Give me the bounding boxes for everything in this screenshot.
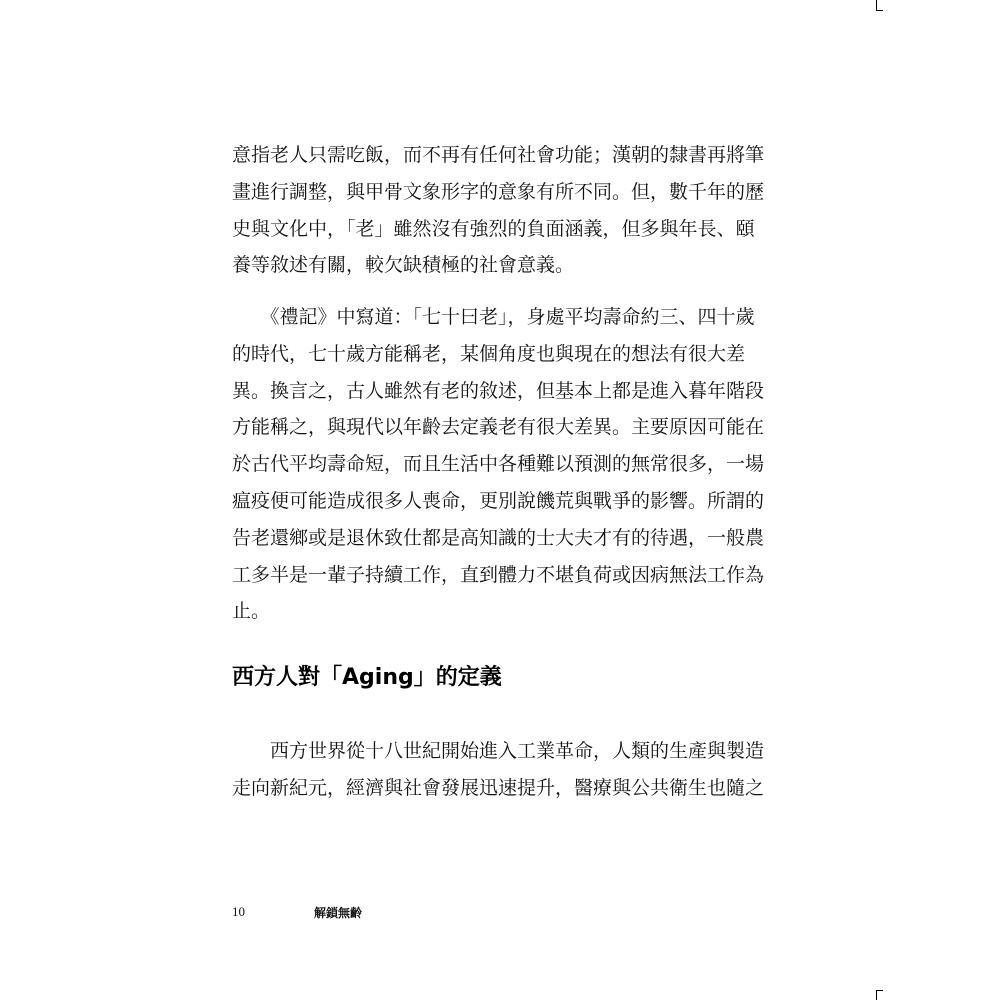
section-heading: 西方人對「Aging」的定義 [232,665,502,690]
crop-mark-bottom [876,990,883,1000]
paragraph-1 [232,137,765,284]
paragraph-line: 於古代平均壽命短，而且生活中各種難以預測的無常很多，一場 [232,453,765,476]
paragraph-line: 止。 [232,600,271,623]
paragraph-line: 方能稱之，與現代以年齡去定義老有很大差異。主要原因可能在 [232,416,765,439]
paragraph-line: 養等敘述有關，較欠缺積極的社會意義。 [232,254,575,277]
paragraph-line: 異。換言之，古人雖然有老的敘述，但基本上都是進入暮年階段 [232,379,765,402]
paragraph-line: 瘟疫便可能造成很多人喪命，更別說饑荒與戰爭的影響。所謂的 [232,489,765,512]
paragraph-3 [232,733,765,807]
paragraph-line: 告老還鄉或是退休致仕都是高知識的士大夫才有的待遇，一般農 [232,526,765,549]
paragraph-line: 西方世界從十八世紀開始進入工業革命，人類的生產與製造 [232,740,765,762]
paragraph-line: 畫進行調整，與甲骨文象形字的意象有所不同。但，數千年的歷 [232,180,765,203]
page-number: 10 [232,904,245,919]
paragraph-2 [232,299,765,630]
paragraph-line: 的時代，七十歲方能稱老，某個角度也與現在的想法有很大差 [232,342,746,365]
paragraph-line: 意指老人只需吃飯，而不再有任何社會功能；漢朝的隸書再將筆 [232,144,765,166]
paragraph-line: 《禮記》中寫道：「七十曰老」，身處平均壽命約三、四十歲 [232,306,755,328]
crop-mark-top [876,0,883,11]
running-footer-title: 解鎖無齡 [314,906,363,920]
paragraph-line: 走向新紀元，經濟與社會發展迅速提升，醫療與公共衛生也隨之 [232,776,765,799]
paragraph-line: 工多半是一輩子持續工作，直到體力不堪負荷或因病無法工作為 [232,563,765,586]
paragraph-line: 史與文化中，「老」雖然沒有強烈的負面涵義，但多與年長、頤 [232,217,755,240]
